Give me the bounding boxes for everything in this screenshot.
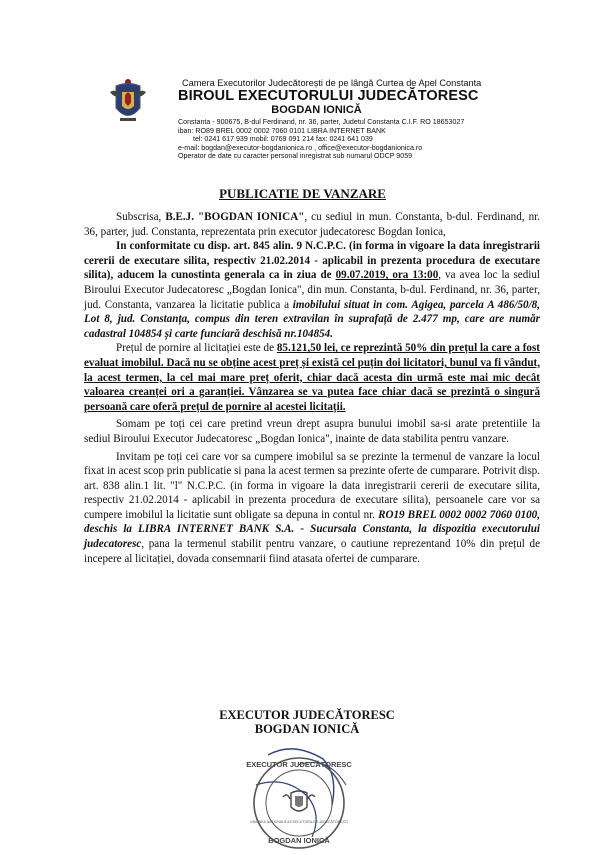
office-title: BIROUL EXECUTORULUI JUDECĂTORESC — [178, 88, 479, 104]
p2-property-description: imobilului situat in com. Agigea, parcela A 486/50/8, Lot 8, jud. Constanța, compus din teren extravilan în suprafață de 2.477 mp, care are număr cadastral 104854 și carte funciară deschisă nr.104854. — [84, 298, 541, 340]
paragraph-intro — [84, 210, 540, 239]
stamp-top-text: EXECUTOR JUDECĂTORESC — [246, 760, 352, 769]
contact-iban: iban: RO89 BREL 0002 0002 7060 0101 LIBRA INTERNET BANK — [178, 126, 386, 135]
p1-text-c: , cu sediul in mun. Constanta, b-dul. Ferdinand, nr. 36, parter, jud. Constanta, reprezentata prin executor judecatoresc Bogdan Ionica, — [84, 211, 540, 238]
p2-legal-basis: In conformitate cu disp. art. 845 alin. 9 N.C.P.C. (in forma in vigoare la data inregistrarii cererii de executare silita, respectiv 21.02.2014 - aplicabil in prezenta procedura de executare silita), aducem la cunostinta generala ca in ziua de — [84, 240, 540, 282]
p5-text-c: , pana la termenul stabilit pentru vanzare, o cautiune reprezentand 10% din prețul de incepere al licitației, dovada consemnarii fiind atasata ofertei de cumparare. — [84, 538, 540, 565]
p3-text-a: Prețul de pornire al licitației este de — [116, 342, 277, 355]
p1-text-a: Subscrisa, — [116, 211, 166, 223]
page-title — [0, 186, 605, 202]
paragraph-sale-notice — [84, 239, 540, 341]
p3-price-terms: 85.121,50 lei, ce reprezintă 50% din prețul la care a fost evaluat imobilul. Dacă nu se obține acest preț și există cel puțin doi licitatori, bunul va fi vândut, la acest termen, la cel mai mare preț oferit, chiar dacă acesta din urmă este mai mic decât valoarea creanței ori a garanției. Vânzarea se va putea face chiar dacă se prezintă o singură persoană care oferă prețul de pornire al acestei licitații. — [84, 342, 540, 413]
contact-block — [178, 118, 464, 161]
contact-address: Constanta - 900675, B-dul Ferdinand, nr. 36, parter, Judetul Constanta C.I.F. RO 18653027 — [178, 118, 465, 126]
stamp-inner-text: UNIUNEA NAȚIONALĂ A EXECUTORILOR JUDECĂTOREȘTI — [250, 820, 348, 824]
signature-name: BOGDAN IONICĂ — [254, 722, 360, 736]
paragraph-claims: Somam pe toți cei care pretind vreun drept asupra bunului imobil sa-si arate pretentiile la sediul Biroului Executor Judecatoresc „Bogdan Ionica", inainte de data stabilita pentru vanzare. — [84, 418, 540, 445]
letterhead — [0, 0, 605, 161]
p1-bej-name: B.E.J. "BOGDAN IONICA" — [165, 211, 305, 223]
signature-block — [197, 708, 417, 736]
p2-text-c: , va avea loc la sediul Biroului Executor Judecatoresc „Bogdan Ionica", din mun. Constanta, b-dul. Ferdinand, nr. 36, parter, jud. Constanta, vanzarea la licitatie publica a — [84, 269, 540, 311]
page-title-text: PUBLICATIE DE VANZARE — [219, 186, 386, 201]
p5-account: RO19 BREL 0002 0002 7060 0100, deschis la LIBRA INTERNET BANK S.A. - Sucursala Constanta, la dispozitia executorului judecatoresc — [84, 508, 540, 551]
p5-text-a: Invitam pe toți cei care vor sa cumpere imobilul sa se prezinte la termenul de vanzare la locul fixat in acest scop prin publicatie si pana la acest termen sa prezinte oferte de cumparare. Potrivit disp. art. 838 alin.1 lit. "l" N.C.P.C. (in forma in vigoare la data inregistrarii cererii de executare silita, respectiv 21.02.2014 - aplicabil in prezenta procedura de executare silita), persoanele care vor sa cumpere imobilul la licitatie sunt obligate sa depuna in contul nr. — [84, 450, 540, 521]
contact-email: e-mail: bogdan@executor-bogdanionica.ro , office@executor-bogdanionica.ro — [178, 143, 423, 152]
paragraph-bidders — [84, 450, 540, 567]
office-holder-name: BOGDAN IONICĂ — [271, 104, 362, 116]
contact-operator: Operator de date cu caracter personal inregistrat sub numarul ODCP 9059 — [178, 152, 413, 161]
paragraph-price — [84, 341, 540, 414]
stamp-bottom-text: BOGDAN IONICĂ — [268, 836, 330, 845]
official-stamp — [238, 745, 360, 851]
signature-title: EXECUTOR JUDECĂTORESC — [219, 708, 395, 722]
coat-of-arms-logo — [108, 78, 148, 126]
p2-sale-date: 09.07.2019, ora 13:00 — [335, 269, 439, 282]
document-body — [84, 210, 540, 566]
chamber-name: Camera Executorilor Judecătorești de pe lângă Curtea de Apel Constanta — [182, 78, 482, 88]
contact-phone: tel: 0241 617 939 mobil: 0769 091 214 fax: 0241 641 039 — [193, 135, 373, 144]
